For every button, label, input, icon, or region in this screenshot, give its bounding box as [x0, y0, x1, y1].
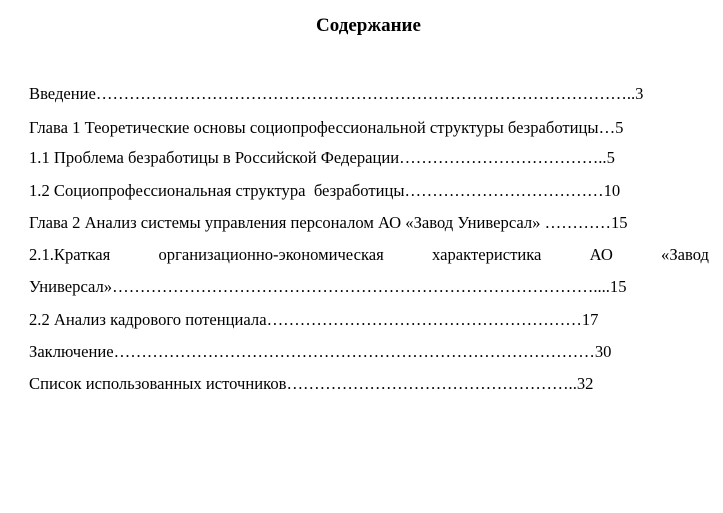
toc-entry-references: Список использованных источников……………………………………………..32: [29, 374, 594, 393]
toc-entry-section-1-1: 1.1 Проблема безработицы в Российской Федерации………………………………..5: [29, 148, 615, 167]
toc-entry-section-2-1-line-2: Универсал»……………………………………………………………………………....15: [29, 277, 627, 296]
toc-word: АО: [589, 245, 613, 264]
toc-word: 2.1.Краткая: [29, 245, 111, 264]
toc-entry-introduction: Введение……………………………………………………………………………………..3: [29, 84, 644, 103]
toc-title: Содержание: [316, 15, 421, 36]
toc-entry-section-2-1-line-1: [29, 244, 709, 266]
toc-word: организационно-экономическая: [158, 245, 384, 264]
toc-entry-conclusion: Заключение……………………………………………………………………………30: [29, 342, 612, 361]
toc-entry-section-1-2: 1.2 Социопрофессиональная структура безработицы………………………………10: [29, 181, 621, 200]
toc-entry-section-2-2: 2.2 Анализ кадрового потенциала…………………………………………………17: [29, 310, 599, 329]
toc-word: характеристика: [432, 245, 542, 264]
toc-entry-chapter-1: Глава 1 Теоретические основы социопрофессиональной структуры безработицы…5: [29, 118, 624, 137]
toc-word: «Завод: [661, 245, 709, 264]
toc-entry-chapter-2: Глава 2 Анализ системы управления персоналом АО «Завод Универсал» …………15: [29, 213, 628, 232]
